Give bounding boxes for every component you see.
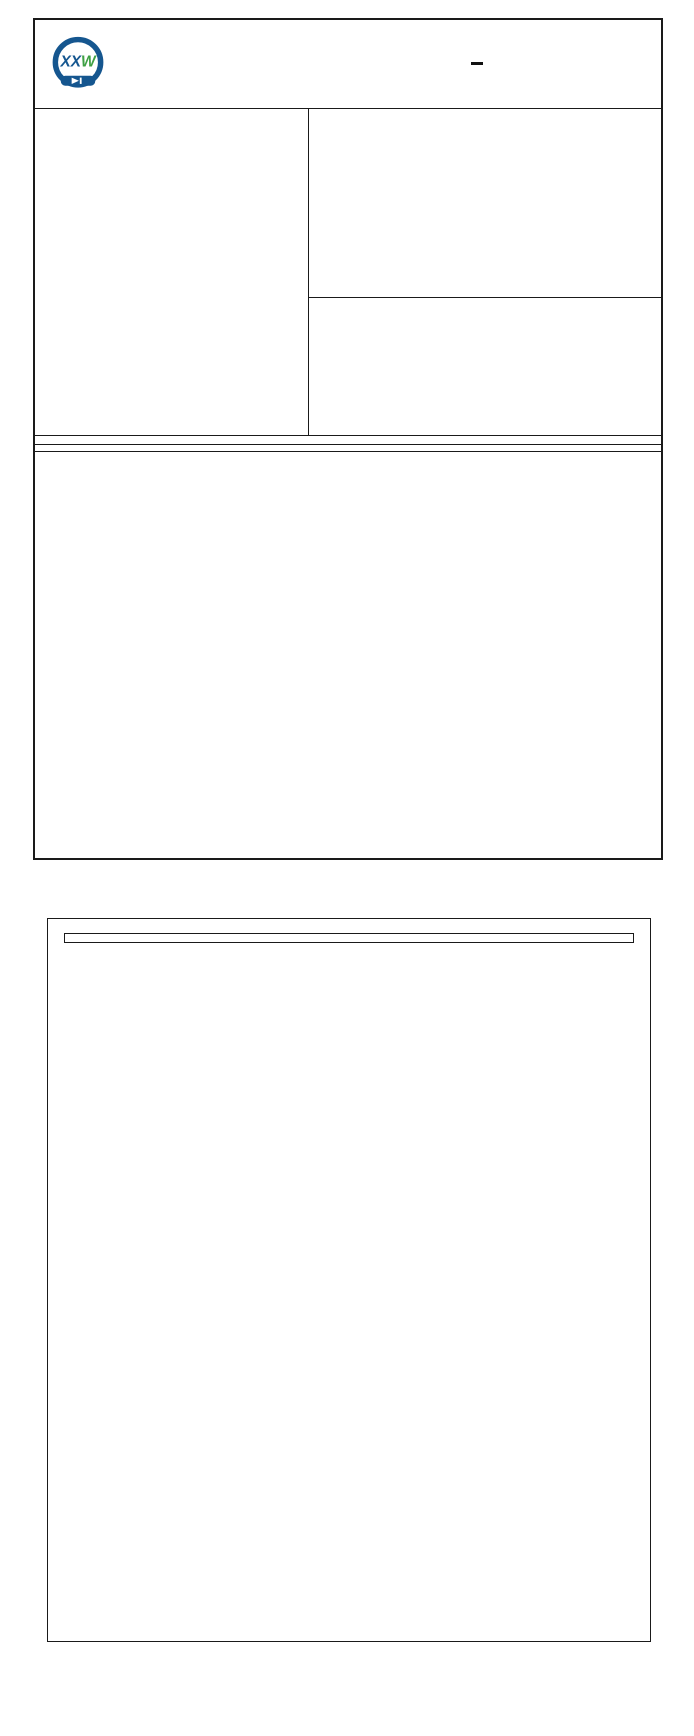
figure-4-reverse-characteristics [356,1147,636,1308]
figure-4-plot [371,1149,621,1307]
figure-3-plot [87,1149,337,1317]
package-outline-drawing [46,125,298,407]
figure-6-transient-thermal-impedance [356,1371,636,1512]
ratings-intro [35,445,661,452]
figure-6-plot [371,1373,621,1511]
ratings-heading [35,435,661,445]
figure-1-forward-current-derating [72,979,352,1116]
datasheet-page-1 [33,18,663,860]
header [35,20,661,109]
figure-5-plot [87,1373,337,1511]
logo-mark-icon [49,35,107,93]
datasheet-page-2 [47,918,651,1642]
figure-5-junction-capacitance [72,1371,352,1512]
mechanical-data-section [309,297,661,306]
features-list [309,129,661,134]
figure-1-plot [87,981,337,1115]
notes-section [35,452,661,500]
company-logo [35,35,303,93]
features-section [309,109,661,297]
figure-2-plot [371,975,621,1107]
svg-text:XXW: XXW [60,53,96,71]
figure-3-forward-characteristics [72,1147,352,1318]
package-drawing-section [35,109,309,435]
curves-heading [64,933,634,943]
figure-2-peak-surge-current [356,973,636,1108]
part-number-title [471,60,483,65]
